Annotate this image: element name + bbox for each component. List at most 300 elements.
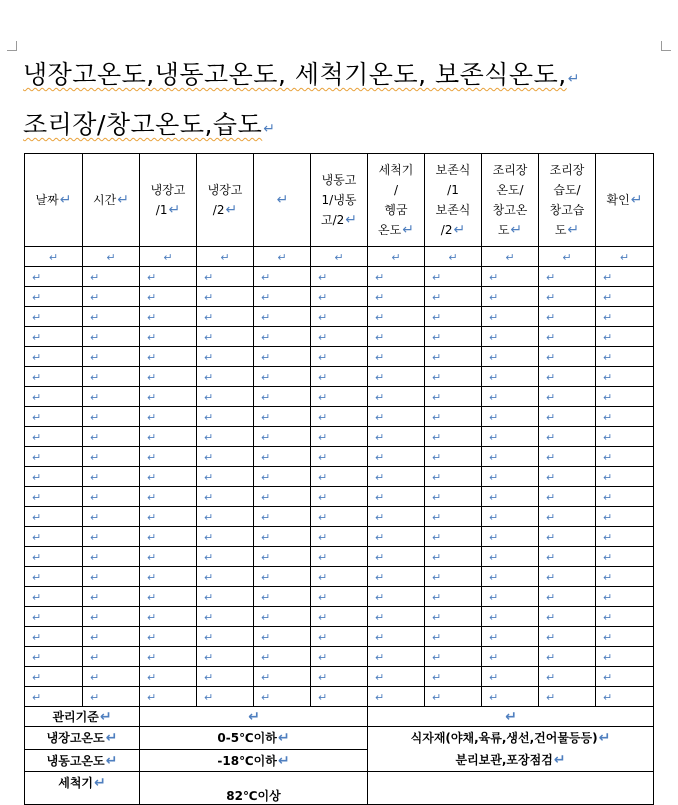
cell-blank[interactable]: ↵ [254,567,311,587]
cell-confirm[interactable]: ↵ [596,307,654,327]
cell-sample[interactable]: ↵ [425,347,482,367]
cell-kitchen_temp[interactable]: ↵ [482,627,539,647]
cell-sample[interactable]: ↵ [425,427,482,447]
cell-fridge2[interactable]: ↵ [197,627,254,647]
cell-time[interactable]: ↵ [83,427,140,447]
cell-kitchen_hum[interactable]: ↵ [539,567,596,587]
cell-fridge1[interactable]: ↵ [140,347,197,367]
cell-time[interactable]: ↵ [83,267,140,287]
cell-fridge2[interactable]: ↵ [197,267,254,287]
subheader-cell[interactable]: ↵ [25,247,83,267]
cell-kitchen_temp[interactable]: ↵ [482,567,539,587]
cell-sample[interactable]: ↵ [425,687,482,707]
cell-sample[interactable]: ↵ [425,667,482,687]
standards-label-cell: 관리기준↵ [25,707,140,727]
cell-kitchen_temp[interactable]: ↵ [482,467,539,487]
cell-kitchen_temp[interactable]: ↵ [482,307,539,327]
header-confirm: 확인↵ [596,154,654,247]
table-row [25,467,654,487]
cell-date[interactable]: ↵ [25,327,83,347]
subheader-cell[interactable]: ↵ [425,247,482,267]
cell-fridge1[interactable]: ↵ [140,447,197,467]
cell-fridge2[interactable]: ↵ [197,547,254,567]
cell-sample[interactable]: ↵ [425,467,482,487]
cell-kitchen_hum[interactable]: ↵ [539,687,596,707]
cell-sample[interactable]: ↵ [425,567,482,587]
cell-dishwasher[interactable]: ↵ [368,527,425,547]
cell-time[interactable]: ↵ [83,407,140,427]
cell-dishwasher[interactable]: ↵ [368,367,425,387]
cell-time[interactable]: ↵ [83,547,140,567]
cell-kitchen_temp[interactable]: ↵ [482,267,539,287]
subheader-cell[interactable]: ↵ [83,247,140,267]
header-blank [254,154,311,247]
cell-fridge1[interactable]: ↵ [140,667,197,687]
table-row [25,407,654,427]
cell-sample[interactable]: ↵ [425,407,482,427]
cell-kitchen_temp[interactable]: ↵ [482,507,539,527]
return-mark-icon: ↵ [567,71,580,87]
cell-time[interactable]: ↵ [83,347,140,367]
cell-date[interactable]: ↵ [25,447,83,467]
cell-time[interactable]: ↵ [83,507,140,527]
cell-kitchen_hum[interactable]: ↵ [539,427,596,447]
standards-header-row [25,707,654,727]
cell-dishwasher[interactable]: ↵ [368,427,425,447]
cell-kitchen_temp[interactable]: ↵ [482,287,539,307]
page-corner-mark-right [661,41,671,51]
cell-dishwasher[interactable]: ↵ [368,327,425,347]
cell-date[interactable]: ↵ [25,387,83,407]
cell-fridge1[interactable]: ↵ [140,367,197,387]
cell-dishwasher[interactable]: ↵ [368,347,425,367]
cell-fridge1[interactable]: ↵ [140,467,197,487]
cell-fridge2[interactable]: ↵ [197,287,254,307]
temperature-log-table [24,153,654,805]
standards-empty-cell-3 [368,772,654,805]
cell-freezer[interactable]: ↵ [311,267,368,287]
cell-freezer[interactable]: ↵ [311,647,368,667]
cell-confirm[interactable]: ↵ [596,347,654,367]
cell-date[interactable]: ↵ [25,667,83,687]
cell-kitchen_temp[interactable]: ↵ [482,447,539,467]
cell-confirm[interactable]: ↵ [596,687,654,707]
cell-date[interactable]: ↵ [25,607,83,627]
cell-dishwasher[interactable]: ↵ [368,287,425,307]
return-mark-icon: ↵ [453,222,466,238]
document-title [23,52,663,152]
cell-date[interactable]: ↵ [25,687,83,707]
cell-blank[interactable]: ↵ [254,507,311,527]
cell-sample[interactable]: ↵ [425,507,482,527]
cell-dishwasher[interactable]: ↵ [368,587,425,607]
standards-fridge-row [25,727,654,750]
cell-confirm[interactable]: ↵ [596,387,654,407]
subheader-cell[interactable]: ↵ [197,247,254,267]
cell-confirm[interactable]: ↵ [596,507,654,527]
page-corner-mark-left [7,41,17,51]
cell-freezer[interactable]: ↵ [311,407,368,427]
cell-time[interactable]: ↵ [83,527,140,547]
cell-fridge1[interactable]: ↵ [140,387,197,407]
table-subheader-row [25,247,654,267]
cell-freezer[interactable]: ↵ [311,427,368,447]
cell-dishwasher[interactable]: ↵ [368,607,425,627]
cell-confirm[interactable]: ↵ [596,667,654,687]
cell-sample[interactable]: ↵ [425,647,482,667]
cell-sample[interactable]: ↵ [425,287,482,307]
cell-freezer[interactable]: ↵ [311,627,368,647]
cell-kitchen_hum[interactable]: ↵ [539,327,596,347]
cell-date[interactable]: ↵ [25,347,83,367]
subheader-cell[interactable]: ↵ [539,247,596,267]
cell-confirm[interactable]: ↵ [596,367,654,387]
cell-time[interactable]: ↵ [83,447,140,467]
cell-date[interactable]: ↵ [25,627,83,647]
cell-dishwasher[interactable]: ↵ [368,447,425,467]
cell-kitchen_temp[interactable]: ↵ [482,347,539,367]
header-fridge2: 냉장고 /2↵ [197,154,254,247]
cell-confirm[interactable]: ↵ [596,427,654,447]
cell-sample[interactable]: ↵ [425,587,482,607]
cell-sample[interactable]: ↵ [425,327,482,347]
cell-confirm[interactable]: ↵ [596,627,654,647]
cell-fridge2[interactable]: ↵ [197,307,254,327]
cell-fridge2[interactable]: ↵ [197,687,254,707]
table-row [25,507,654,527]
cell-dishwasher[interactable]: ↵ [368,507,425,527]
cell-time[interactable]: ↵ [83,647,140,667]
cell-freezer[interactable]: ↵ [311,327,368,347]
cell-kitchen_hum[interactable]: ↵ [539,667,596,687]
cell-dishwasher[interactable]: ↵ [368,487,425,507]
cell-sample[interactable]: ↵ [425,547,482,567]
subheader-cell[interactable]: ↵ [368,247,425,267]
cell-fridge1[interactable]: ↵ [140,287,197,307]
cell-sample[interactable]: ↵ [425,487,482,507]
cell-fridge1[interactable]: ↵ [140,567,197,587]
cell-confirm[interactable]: ↵ [596,647,654,667]
cell-kitchen_hum[interactable]: ↵ [539,407,596,427]
dishwasher-standard-label: 세척기↵ [25,772,140,805]
cell-sample[interactable]: ↵ [425,527,482,547]
standards-empty-cell-2: ↵ [368,707,654,727]
cell-fridge1[interactable]: ↵ [140,487,197,507]
header-time: 시간↵ [83,154,140,247]
cell-kitchen_hum[interactable]: ↵ [539,547,596,567]
cell-fridge1[interactable]: ↵ [140,327,197,347]
table-row [25,487,654,507]
cell-sample[interactable]: ↵ [425,267,482,287]
cell-dishwasher[interactable]: ↵ [368,547,425,567]
cell-fridge2[interactable]: ↵ [197,407,254,427]
cell-date[interactable]: ↵ [25,287,83,307]
cell-date[interactable]: ↵ [25,407,83,427]
cell-date[interactable]: ↵ [25,467,83,487]
table-row [25,287,654,307]
cell-freezer[interactable]: ↵ [311,547,368,567]
cell-fridge2[interactable]: ↵ [197,387,254,407]
cell-confirm[interactable]: ↵ [596,487,654,507]
cell-blank[interactable]: ↵ [254,607,311,627]
cell-kitchen_hum[interactable]: ↵ [539,387,596,407]
cell-time[interactable]: ↵ [83,487,140,507]
cell-time[interactable]: ↵ [83,587,140,607]
cell-blank[interactable]: ↵ [254,687,311,707]
cell-sample[interactable]: ↵ [425,387,482,407]
cell-kitchen_temp[interactable]: ↵ [482,527,539,547]
return-mark-icon: ↵ [225,202,238,218]
cell-kitchen_hum[interactable]: ↵ [539,507,596,527]
cell-confirm[interactable]: ↵ [596,567,654,587]
cell-time[interactable]: ↵ [83,327,140,347]
cell-freezer[interactable]: ↵ [311,487,368,507]
cell-fridge2[interactable]: ↵ [197,647,254,667]
cell-fridge1[interactable]: ↵ [140,627,197,647]
cell-kitchen_hum[interactable]: ↵ [539,347,596,367]
cell-dishwasher[interactable]: ↵ [368,307,425,327]
cell-blank[interactable]: ↵ [254,627,311,647]
cell-date[interactable]: ↵ [25,427,83,447]
cell-freezer[interactable]: ↵ [311,527,368,547]
cell-date[interactable]: ↵ [25,567,83,587]
cell-date[interactable]: ↵ [25,527,83,547]
table-row [25,627,654,647]
table-row [25,307,654,327]
cell-fridge2[interactable]: ↵ [197,467,254,487]
table-row [25,547,654,567]
cell-confirm[interactable]: ↵ [596,607,654,627]
cell-kitchen_temp[interactable]: ↵ [482,367,539,387]
cell-time[interactable]: ↵ [83,307,140,327]
cell-freezer[interactable]: ↵ [311,367,368,387]
cell-time[interactable]: ↵ [83,667,140,687]
cell-time[interactable]: ↵ [83,607,140,627]
cell-dishwasher[interactable]: ↵ [368,567,425,587]
return-mark-icon: ↵ [117,192,129,208]
cell-blank[interactable]: ↵ [254,267,311,287]
cell-time[interactable]: ↵ [83,467,140,487]
cell-fridge1[interactable]: ↵ [140,427,197,447]
cell-sample[interactable]: ↵ [425,607,482,627]
cell-kitchen_hum[interactable]: ↵ [539,647,596,667]
cell-kitchen_temp[interactable]: ↵ [482,647,539,667]
cell-kitchen_temp[interactable]: ↵ [482,487,539,507]
cell-kitchen_hum[interactable]: ↵ [539,587,596,607]
cell-kitchen_temp[interactable]: ↵ [482,687,539,707]
cell-sample[interactable]: ↵ [425,627,482,647]
cell-kitchen_hum[interactable]: ↵ [539,487,596,507]
table-row [25,527,654,547]
cell-fridge2[interactable]: ↵ [197,587,254,607]
subheader-cell[interactable]: ↵ [311,247,368,267]
cell-blank[interactable]: ↵ [254,407,311,427]
fridge-standard-value: 0-5℃이하↵ [140,727,368,750]
title-line-1: 냉장고온도,냉동고온도, 세척기온도, 보존식온도,↵ [23,60,580,89]
cell-dishwasher[interactable]: ↵ [368,387,425,407]
return-mark-icon: ↵ [402,222,414,238]
cell-dishwasher[interactable]: ↵ [368,467,425,487]
cell-fridge2[interactable]: ↵ [197,487,254,507]
cell-kitchen_temp[interactable]: ↵ [482,547,539,567]
cell-blank[interactable]: ↵ [254,287,311,307]
cell-date[interactable]: ↵ [25,587,83,607]
cell-time[interactable]: ↵ [83,687,140,707]
cell-date[interactable]: ↵ [25,267,83,287]
table-row [25,607,654,627]
cell-time[interactable]: ↵ [83,387,140,407]
cell-kitchen_hum[interactable]: ↵ [539,267,596,287]
cell-freezer[interactable]: ↵ [311,347,368,367]
cell-date[interactable]: ↵ [25,367,83,387]
cell-kitchen_hum[interactable]: ↵ [539,607,596,627]
cell-blank[interactable]: ↵ [254,487,311,507]
cell-blank[interactable]: ↵ [254,547,311,567]
cell-sample[interactable]: ↵ [425,307,482,327]
cell-fridge2[interactable]: ↵ [197,327,254,347]
cell-kitchen_temp[interactable]: ↵ [482,587,539,607]
cell-kitchen_temp[interactable]: ↵ [482,327,539,347]
cell-confirm[interactable]: ↵ [596,447,654,467]
cell-sample[interactable]: ↵ [425,447,482,467]
cell-confirm[interactable]: ↵ [596,467,654,487]
cell-fridge1[interactable]: ↵ [140,607,197,627]
return-mark-icon: ↵ [276,192,289,208]
cell-kitchen_hum[interactable]: ↵ [539,447,596,467]
cell-fridge2[interactable]: ↵ [197,527,254,547]
cell-freezer[interactable]: ↵ [311,587,368,607]
cell-fridge1[interactable]: ↵ [140,647,197,667]
cell-fridge2[interactable]: ↵ [197,607,254,627]
cell-kitchen_temp[interactable]: ↵ [482,387,539,407]
freezer-standard-label: 냉동고온도↵ [25,749,140,772]
cell-dishwasher[interactable]: ↵ [368,667,425,687]
cell-time[interactable]: ↵ [83,287,140,307]
cell-freezer[interactable]: ↵ [311,467,368,487]
cell-time[interactable]: ↵ [83,367,140,387]
cell-date[interactable]: ↵ [25,307,83,327]
return-mark-icon: ↵ [59,192,72,208]
table-row [25,567,654,587]
table-row [25,667,654,687]
header-kitchen_temp: 조리장 온도/ 창고온 도↵ [482,154,539,247]
storage-note: 식자재(야채,육류,생선,건어물등등)↵ 분리보관,포장점검↵ [368,727,654,772]
cell-kitchen_hum[interactable]: ↵ [539,467,596,487]
cell-fridge1[interactable]: ↵ [140,407,197,427]
cell-freezer[interactable]: ↵ [311,607,368,627]
cell-kitchen_hum[interactable]: ↵ [539,367,596,387]
cell-blank[interactable]: ↵ [254,467,311,487]
cell-fridge2[interactable]: ↵ [197,447,254,467]
cell-fridge2[interactable]: ↵ [197,567,254,587]
cell-blank[interactable]: ↵ [254,587,311,607]
cell-confirm[interactable]: ↵ [596,587,654,607]
cell-freezer[interactable]: ↵ [311,507,368,527]
cell-fridge1[interactable]: ↵ [140,527,197,547]
cell-fridge2[interactable]: ↵ [197,667,254,687]
cell-freezer[interactable]: ↵ [311,387,368,407]
cell-fridge2[interactable]: ↵ [197,367,254,387]
cell-freezer[interactable]: ↵ [311,667,368,687]
cell-fridge1[interactable]: ↵ [140,687,197,707]
cell-freezer[interactable]: ↵ [311,307,368,327]
cell-freezer[interactable]: ↵ [311,447,368,467]
cell-blank[interactable]: ↵ [254,647,311,667]
cell-kitchen_temp[interactable]: ↵ [482,407,539,427]
cell-fridge2[interactable]: ↵ [197,507,254,527]
cell-blank[interactable]: ↵ [254,307,311,327]
cell-fridge1[interactable]: ↵ [140,267,197,287]
header-date: 날짜↵ [25,154,83,247]
cell-blank[interactable]: ↵ [254,427,311,447]
cell-fridge1[interactable]: ↵ [140,547,197,567]
cell-date[interactable]: ↵ [25,547,83,567]
cell-date[interactable]: ↵ [25,507,83,527]
subheader-cell[interactable]: ↵ [254,247,311,267]
cell-kitchen_hum[interactable]: ↵ [539,287,596,307]
cell-confirm[interactable]: ↵ [596,547,654,567]
table-header-row [25,154,654,247]
standards-empty-cell: ↵ [140,707,368,727]
cell-blank[interactable]: ↵ [254,527,311,547]
cell-confirm[interactable]: ↵ [596,407,654,427]
cell-date[interactable]: ↵ [25,487,83,507]
subheader-cell[interactable]: ↵ [596,247,654,267]
cell-dishwasher[interactable]: ↵ [368,407,425,427]
subheader-cell[interactable]: ↵ [482,247,539,267]
cell-kitchen_temp[interactable]: ↵ [482,607,539,627]
cell-freezer[interactable]: ↵ [311,287,368,307]
cell-confirm[interactable]: ↵ [596,327,654,347]
cell-kitchen_hum[interactable]: ↵ [539,627,596,647]
cell-confirm[interactable]: ↵ [596,287,654,307]
cell-kitchen_temp[interactable]: ↵ [482,427,539,447]
cell-blank[interactable]: ↵ [254,387,311,407]
cell-blank[interactable]: ↵ [254,667,311,687]
freezer-standard-value: -18℃이하↵ [140,749,368,772]
cell-dishwasher[interactable]: ↵ [368,687,425,707]
cell-kitchen_hum[interactable]: ↵ [539,527,596,547]
cell-confirm[interactable]: ↵ [596,267,654,287]
return-mark-icon: ↵ [567,222,580,238]
cell-dishwasher[interactable]: ↵ [368,647,425,667]
cell-kitchen_temp[interactable]: ↵ [482,667,539,687]
cell-freezer[interactable]: ↵ [311,687,368,707]
cell-dishwasher[interactable]: ↵ [368,267,425,287]
subheader-cell[interactable]: ↵ [140,247,197,267]
table-row [25,447,654,467]
cell-fridge1[interactable]: ↵ [140,307,197,327]
header-freezer: 냉동고 1/냉동 고/2↵ [311,154,368,247]
cell-blank[interactable]: ↵ [254,447,311,467]
cell-blank[interactable]: ↵ [254,367,311,387]
cell-fridge2[interactable]: ↵ [197,347,254,367]
cell-blank[interactable]: ↵ [254,327,311,347]
cell-kitchen_hum[interactable]: ↵ [539,307,596,327]
cell-time[interactable]: ↵ [83,567,140,587]
cell-confirm[interactable]: ↵ [596,527,654,547]
cell-time[interactable]: ↵ [83,627,140,647]
cell-sample[interactable]: ↵ [425,367,482,387]
cell-date[interactable]: ↵ [25,647,83,667]
return-mark-icon: ↵ [263,121,276,137]
cell-fridge1[interactable]: ↵ [140,587,197,607]
cell-fridge1[interactable]: ↵ [140,507,197,527]
cell-blank[interactable]: ↵ [254,347,311,367]
cell-fridge2[interactable]: ↵ [197,427,254,447]
cell-freezer[interactable]: ↵ [311,567,368,587]
cell-dishwasher[interactable]: ↵ [368,627,425,647]
